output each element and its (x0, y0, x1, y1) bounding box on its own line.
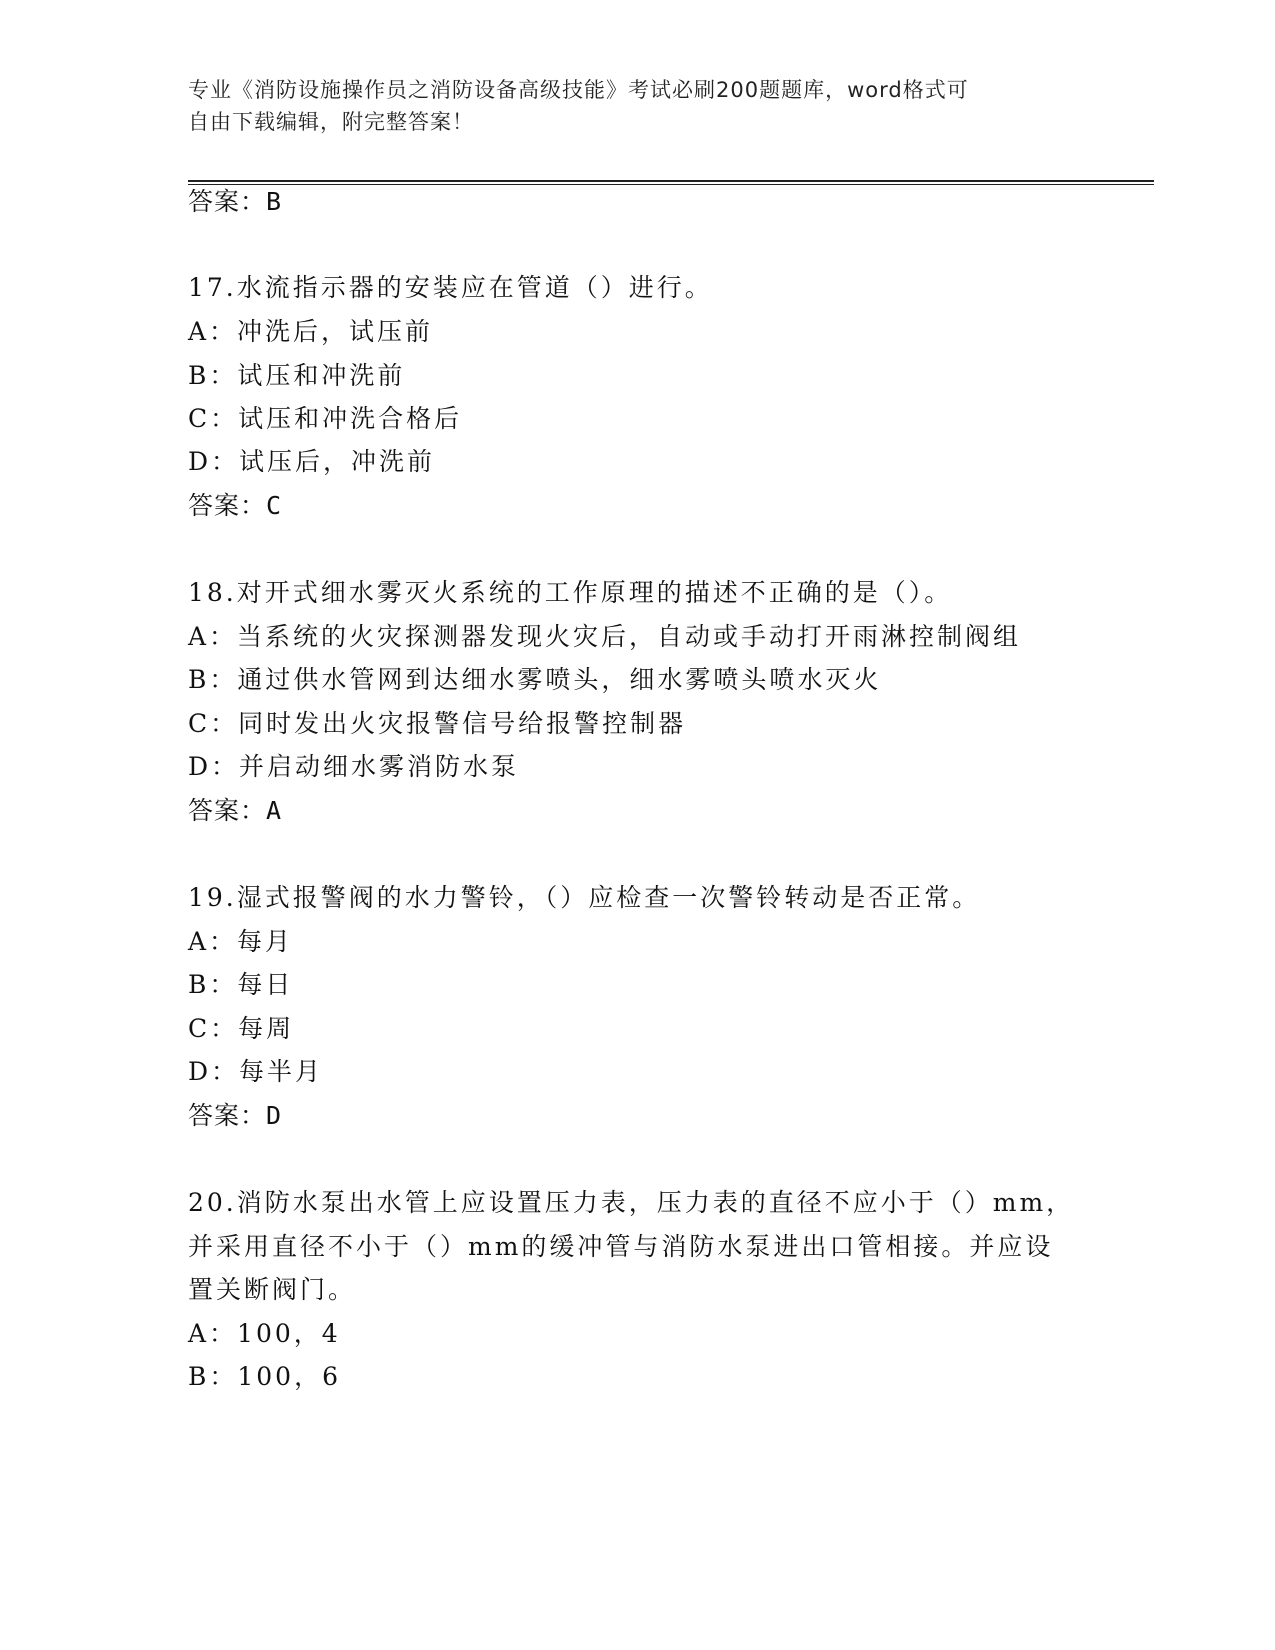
answer-value: B (266, 187, 283, 216)
question-stem-line-2: 并采用直径不小于（）mm的缓冲管与消防水泵进出口管相接。并应设 (188, 1232, 1054, 1261)
answer-line (188, 490, 282, 522)
answer-label: 答案： (188, 187, 267, 216)
option-b: B：通过供水管网到达细水雾喷头，细水雾喷头喷水灭火 (188, 665, 882, 694)
option-b: B：100，6 (188, 1362, 341, 1391)
option-a: A：100，4 (188, 1319, 341, 1348)
option-d: D：每半月 (188, 1057, 324, 1086)
header-line-2: 自由下载编辑，附完整答案！ (188, 110, 474, 134)
option-b: B：试压和冲洗前 (188, 361, 406, 390)
header-divider-thin (188, 184, 1154, 185)
option-a: A：当系统的火灾探测器发现火灾后，自动或手动打开雨淋控制阀组 (188, 622, 1022, 651)
answer-line (188, 1100, 282, 1132)
question-stem: 17.水流指示器的安装应在管道（）进行。 (188, 273, 713, 302)
option-d: D：并启动细水雾消防水泵 (188, 752, 520, 781)
option-c: C：同时发出火灾报警信号给报警控制器 (188, 709, 687, 738)
option-a: A：冲洗后，试压前 (188, 317, 434, 346)
option-b: B：每日 (188, 970, 294, 999)
question-stem: 19.湿式报警阀的水力警铃，（）应检查一次警铃转动是否正常。 (188, 883, 981, 912)
option-c: C：试压和冲洗合格后 (188, 404, 463, 433)
answer-value: C (266, 491, 283, 520)
option-c: C：每周 (188, 1014, 295, 1043)
answer-value: D (266, 1101, 283, 1130)
question-stem-line-1: 20.消防水泵出水管上应设置压力表，压力表的直径不应小于（）mm， (188, 1188, 1075, 1217)
answer-line (188, 186, 282, 218)
answer-label: 答案： (188, 491, 267, 520)
answer-label: 答案： (188, 1101, 267, 1130)
question-stem-line-3: 置关断阀门。 (188, 1275, 357, 1304)
answer-line (188, 795, 282, 827)
option-a: A：每月 (188, 927, 294, 956)
document-header (188, 74, 1088, 138)
answer-value: A (266, 796, 283, 825)
answer-label: 答案： (188, 796, 267, 825)
header-divider (188, 180, 1154, 182)
question-stem: 18.对开式细水雾灭火系统的工作原理的描述不正确的是（）。 (188, 578, 953, 607)
header-line-1: 专业《消防设施操作员之消防设备高级技能》考试必刷200题题库，word格式可 (188, 78, 969, 102)
option-d: D：试压后，冲洗前 (188, 447, 436, 476)
